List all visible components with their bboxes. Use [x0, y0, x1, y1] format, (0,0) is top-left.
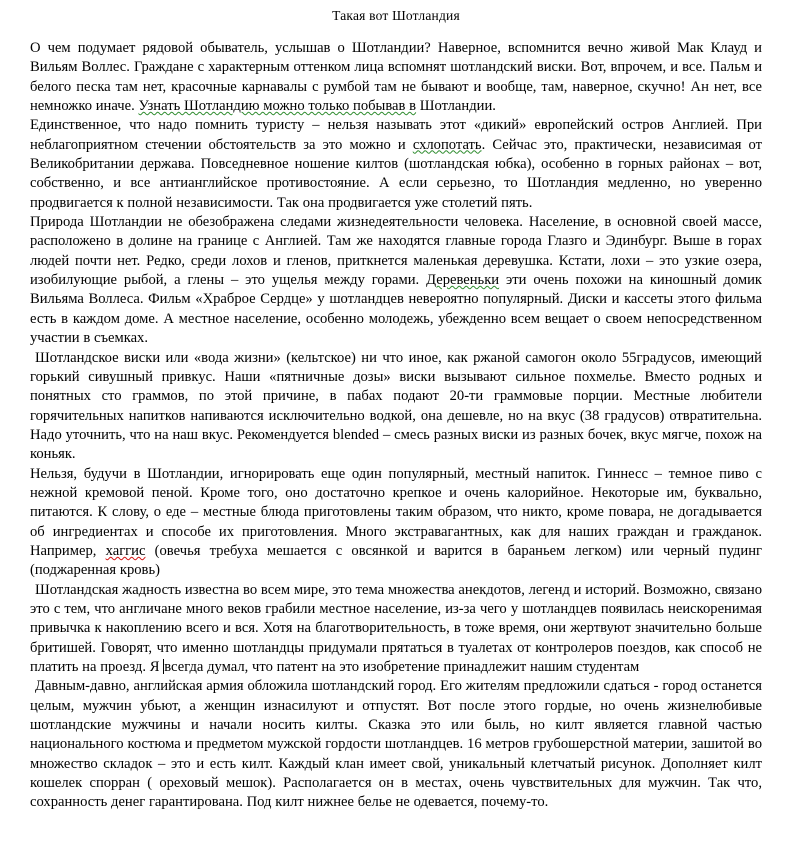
- paragraph-list: [30, 39, 762, 813]
- text-run: Шотландское виски или «вода жизни» (кельтское) ни что иное, как ржаной самогон около 55градусов, имеющий горький сивушный привкус. Наши «пятничные дозы» виски вызывают сильное похмелье. Вместо родных и понятных сто граммов, по этой причине, в пабах подают 20-ти граммовые порции. Местные любители горячительных напитков напиваются исключительно водкой, она дешевле, но на вкус (38 градусов) отвратительна. Надо уточнить, что на наш вкус. Рекомендуется blended – смесь разных виски из разных бочек, вкус мягче, похож на коньяк.: [30, 349, 762, 463]
- paragraph[interactable]: [30, 349, 762, 465]
- paragraph[interactable]: [30, 39, 762, 116]
- grammar-error-text[interactable]: схлопотать: [412, 136, 482, 153]
- grammar-error-text[interactable]: Узнать Шотландию можно только побывав в: [138, 98, 417, 115]
- text-run: эти очень похожи на киношный домик Вильяма Воллеса. Фильм «Храброе Сердце» у шотландцев невероятно популярный. Диски и кассеты этого фильма есть в каждом доме. А местное население, особенно молодежь, убежденно всем вещает о своем непосредственном участии в съемках.: [30, 272, 762, 347]
- text-run: Давным-давно, английская армия обложила шотландский город. Его жителям предложили сдаться - город останется целым, мужчин убьют, а женщин изнасилуют и отпустят. Вот после этого гордые, но очень жизнелюбивые шотландские мужчины и начали носить килты. Сказка это или быль, но килт является главной частью национального костюма и предметом мужской гордости шотландцев. 16 метров грубошерстной материи, зашитой во множество складок – это и есть килт. Каждый клан имеет свой, уникальный клетчатый рисунок. Дополняет килт кошелек спорран ( ореховый мешок). Располагается он в местах, очень чувствительных для мужчин. Так что, сохранность денег гарантирована. Под килт нижнее белье не одевается, почему-то.: [30, 678, 762, 811]
- text-run: Нельзя, будучи в Шотландии, игнорировать еще один популярный, местный напиток. Гиннесс – темное пиво с нежной кремовой пеной. Кроме того, оно достаточно крепкое и очень калорийное. Некоторые им, буквально, питаются. К слову, о еде – местные блюда приготовлены таким образом, что никто, кроме повара, не догадывается об ингредиентах и способе их приготовления. Много экстравагантных, как для наших граждан и гражданок. Например,: [30, 465, 762, 559]
- page-title: Такая вот Шотландия: [332, 8, 460, 23]
- text-run: О чем подумает рядовой обыватель, услышав о Шотландии? Наверное, вспомнится вечно живой Мак Клауд и Вильям Воллес. Граждане с характерным оттенком лица вспомнят шотландский виски. Вот, впрочем, и все. Пальм и белого песка там нет, красочные карнавалы с румбой там не бывают и вообще, там, наверное, скучно! Ан нет, все немножко иначе.: [30, 40, 762, 115]
- text-run: Шотландии.: [416, 98, 496, 115]
- text-run: Природа Шотландии не обезображена следами жизнедеятельности человека. Население, в основной своей массе, расположено в долине на границе с Англией. Там же находятся главные города Глазго и Эдинбург. Выше в горах людей почти нет. Редко, среди лохов и гленов, приткнется маленькая деревушка. Кстати, лохи – это узкие озера, изобилующие рыбой, а глены – это ущелья между горами.: [30, 214, 762, 289]
- text-run: (овечья требуха мешается с овсянкой и варится в бараньем легком) или черный пудинг (поджаренная кровь): [30, 542, 762, 579]
- paragraph[interactable]: [30, 677, 762, 812]
- grammar-error-text[interactable]: Деревеньки: [426, 272, 500, 289]
- title-spacer: [0, 25, 792, 39]
- paragraph[interactable]: [30, 213, 762, 348]
- text-run: . Сейчас это, практически, независимая от Великобритании держава. Повседневное ношение килтов (шотландская юбка), особенно в горных районах – вот, собственно, и все антианглийское противостояние. А если серьезно, то Шотландия медленно, но уверенно продвигается к полной независимости. Так она продвигается уже столетий пять.: [30, 136, 762, 211]
- text-run: Шотландская жадность известна во всем мире, это тема множества анекдотов, легенд и историй. Возможно, связано это с тем, что англичане много веков грабили местное население, из-за чего у шотландцев появилась неискоренимая привычка к накоплению всего и вся. Хотя на благотворительность, в тоже время, они жертвуют значительно больше бритишей. Говорят, что именно шотландцы придумали прятаться в туалетах от контролеров поездов, как способ не платить на проезд. Я: [30, 581, 762, 675]
- text-run: Единственное, что надо помнить туристу – нельзя называть этот «дикий» европейский остров Англией. При неблагоприятном стечении обстоятельств за это можно и: [30, 117, 762, 153]
- paragraph[interactable]: [30, 116, 762, 213]
- spelling-error-text[interactable]: хаггис: [105, 542, 146, 559]
- paragraph[interactable]: [30, 465, 762, 581]
- paragraph[interactable]: [30, 581, 762, 678]
- document-body[interactable]: [30, 39, 762, 813]
- text-run: всегда думал, что патент на это изобретение принадлежит нашим студентам: [164, 659, 640, 675]
